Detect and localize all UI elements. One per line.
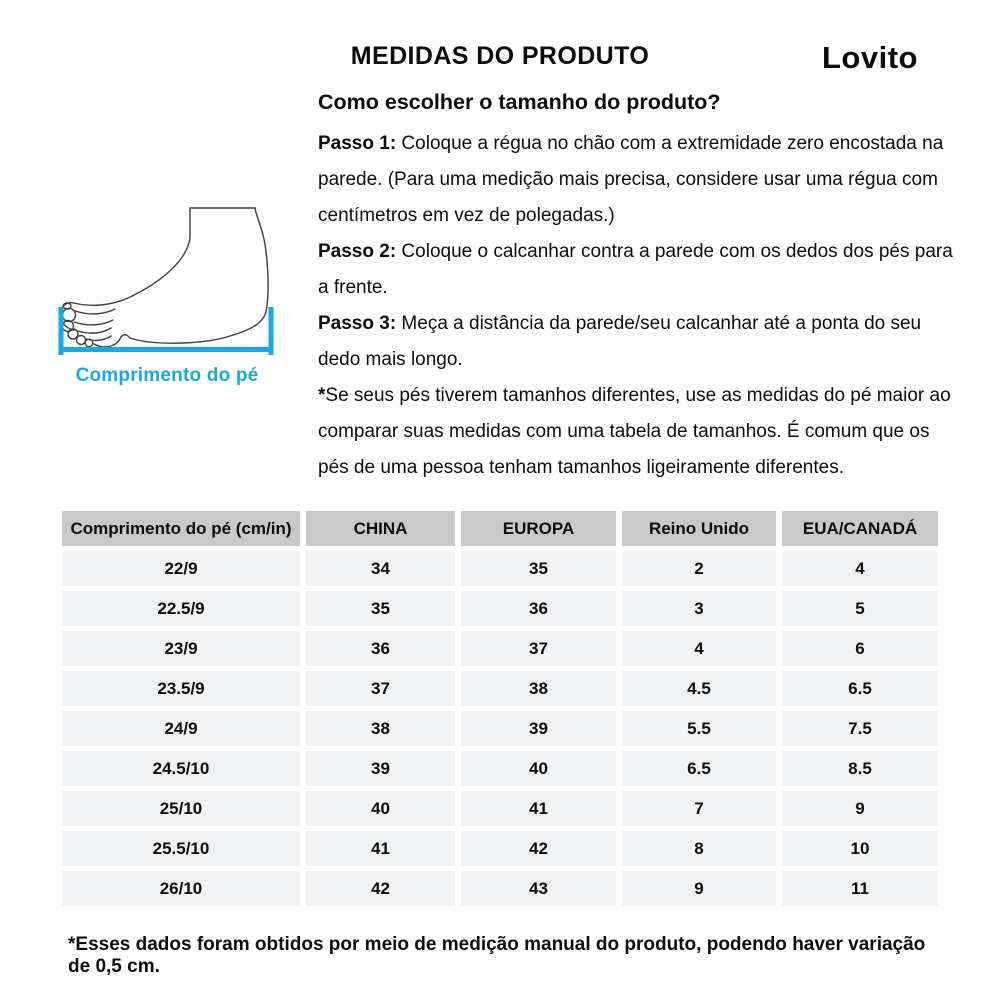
table-cell: 24/9: [62, 711, 300, 746]
lovito-logo: Lovito: [822, 40, 918, 75]
table-header-cell: EUROPA: [461, 511, 616, 546]
measurement-disclaimer: *Esses dados foram obtidos por meio de medição manual do produto, podendo haver variação de 0,5 cm.: [68, 934, 926, 977]
table-cell: 4: [622, 631, 776, 666]
table-cell: 34: [306, 551, 455, 586]
table-cell: 8.5: [782, 751, 938, 786]
table-cell: 39: [461, 711, 616, 746]
table-cell: 9: [782, 791, 938, 826]
table-cell: 3: [622, 591, 776, 626]
step-1-label: Passo 1:: [318, 133, 397, 154]
table-cell: 39: [306, 751, 455, 786]
foot-length-label: Comprimento do pé: [75, 365, 259, 386]
table-cell: 24.5/10: [62, 751, 300, 786]
toe-line-3: [78, 328, 111, 333]
toe-line-2: [74, 320, 113, 325]
step-3-paragraph: [318, 306, 954, 378]
table-cell: 5: [782, 591, 938, 626]
table-header-cell: EUA/CANADÁ: [782, 511, 938, 546]
table-cell: 8: [622, 831, 776, 866]
size-table: [62, 511, 938, 906]
toe-big: [63, 309, 76, 322]
step-2-text: Coloque o calcanhar contra a parede com os dedos dos pés para a frente.: [318, 241, 953, 298]
toe-line-4: [86, 336, 111, 340]
instructions-heading: Como escolher o tamanho do produto?: [318, 90, 721, 114]
table-cell: 9: [622, 871, 776, 906]
sizing-instructions: [318, 90, 954, 486]
table-cell: 7: [622, 791, 776, 826]
table-cell: 36: [461, 591, 616, 626]
step-2-paragraph: [318, 234, 954, 306]
table-cell: 26/10: [62, 871, 300, 906]
table-cell: 10: [782, 831, 938, 866]
step-2-label: Passo 2:: [318, 241, 397, 262]
table-cell: 4.5: [622, 671, 776, 706]
toe-4: [77, 336, 86, 345]
table-cell: 38: [306, 711, 455, 746]
table-cell: 38: [461, 671, 616, 706]
table-cell: 23/9: [62, 631, 300, 666]
foot-length-diagram: [58, 198, 276, 387]
table-header-cell: CHINA: [306, 511, 455, 546]
table-cell: 22.5/9: [62, 591, 300, 626]
table-cell: 6.5: [782, 671, 938, 706]
table-cell: 22/9: [62, 551, 300, 586]
table-header-cell: Reino Unido: [622, 511, 776, 546]
table-cell: 25.5/10: [62, 831, 300, 866]
table-cell: 11: [782, 871, 938, 906]
table-cell: 42: [306, 871, 455, 906]
table-header-cell: Comprimento do pé (cm/in): [62, 511, 300, 546]
table-cell: 5.5: [622, 711, 776, 746]
foot-outline-sole: [94, 208, 268, 347]
table-cell: 41: [306, 831, 455, 866]
page-title: MEDIDAS DO PRODUTO: [350, 42, 650, 70]
table-cell: 36: [306, 631, 455, 666]
table-cell: 6.5: [622, 751, 776, 786]
step-3-label: Passo 3:: [318, 313, 397, 334]
table-cell: 43: [461, 871, 616, 906]
table-cell: 4: [782, 551, 938, 586]
foot-illustration: [58, 198, 276, 364]
table-cell: 40: [306, 791, 455, 826]
toe-line-1: [75, 309, 115, 314]
table-cell: 35: [461, 551, 616, 586]
table-cell: 23.5/9: [62, 671, 300, 706]
table-cell: 40: [461, 751, 616, 786]
table-cell: 25/10: [62, 791, 300, 826]
table-cell: 35: [306, 591, 455, 626]
different-sizes-note: [318, 378, 954, 486]
table-cell: 6: [782, 631, 938, 666]
table-cell: 41: [461, 791, 616, 826]
step-3-text: Meça a distância da parede/seu calcanhar até a ponta do seu dedo mais longo.: [318, 313, 922, 370]
table-cell: 2: [622, 551, 776, 586]
step-1-paragraph: [318, 126, 954, 234]
table-cell: 7.5: [782, 711, 938, 746]
table-cell: 37: [306, 671, 455, 706]
table-cell: 42: [461, 831, 616, 866]
table-cell: 37: [461, 631, 616, 666]
note-asterisk: *: [318, 385, 326, 406]
note-text: Se seus pés tiverem tamanhos diferentes, use as medidas do pé maior ao comparar suas medidas com uma tabela de tamanhos. É comum que os pés de uma pessoa tenham tamanhos ligeiramente diferentes.: [318, 385, 951, 478]
foot-outline-top: [60, 208, 255, 330]
step-1-text: Coloque a régua no chão com a extremidade zero encostada na parede. (Para uma medição mais precisa, considere usar uma régua com centímetros em vez de polegadas.): [318, 133, 944, 226]
